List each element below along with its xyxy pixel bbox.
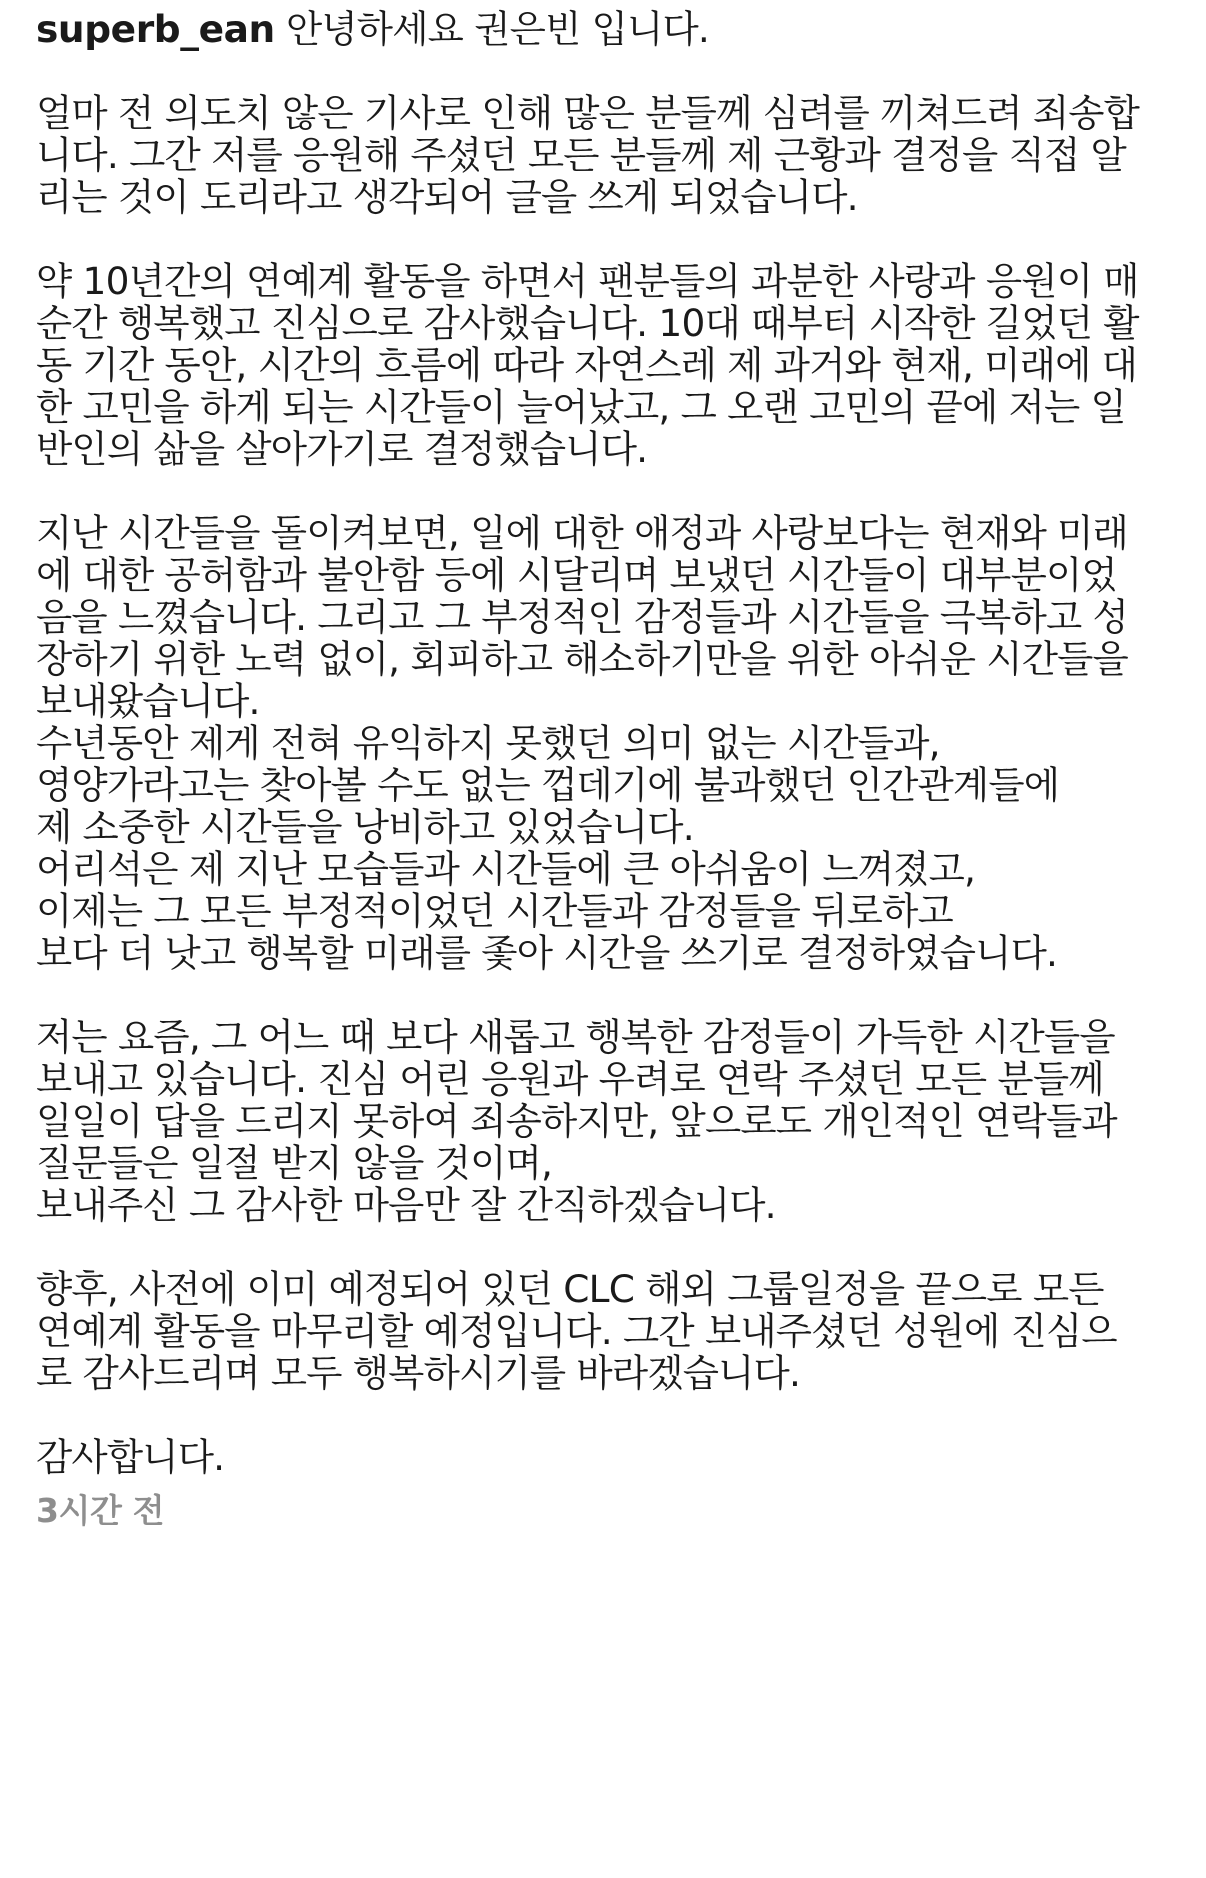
caption-line: 보다 더 낫고 행복할 미래를 좇아 시간을 쓰기로 결정하였습니다. <box>36 931 1058 975</box>
caption-line: 수년동안 제게 전혀 유익하지 못했던 의미 없는 시간들과, <box>36 721 940 765</box>
caption-line: 어리석은 제 지난 모습들과 시간들에 큰 아쉬움이 느껴졌고, <box>36 847 976 891</box>
caption-line: 음을 느꼈습니다. 그리고 그 부정적인 감정들과 시간들을 극복하고 성 <box>36 595 1128 639</box>
caption-line: 보내주신 그 감사한 마음만 잘 간직하겠습니다. <box>36 1183 776 1227</box>
caption-line: 연예계 활동을 마무리할 예정입니다. 그간 보내주셨던 성원에 진심으 <box>36 1309 1117 1353</box>
paragraph-gap <box>36 974 1206 1016</box>
caption-line: 영양가라고는 찾아볼 수도 없는 껍데기에 불과했던 인간관계들에 <box>36 763 1060 807</box>
caption-line: 감사합니다. <box>36 1435 225 1479</box>
caption-line: 보내왔습니다. <box>36 679 260 723</box>
caption-body <box>36 92 1206 1478</box>
caption-first-line <box>36 8 1206 50</box>
caption-line: 동 기간 동안, 시간의 흐름에 따라 자연스레 제 과거와 현재, 미래에 대 <box>36 343 1138 387</box>
caption-line: 순간 행복했고 진심으로 감사했습니다. 10대 때부터 시작한 길었던 활 <box>36 301 1139 345</box>
paragraph-gap <box>36 218 1206 260</box>
caption-line: 로 감사드리며 모두 행복하시기를 바라겠습니다. <box>36 1351 801 1395</box>
caption-line: 지난 시간들을 돌이켜보면, 일에 대한 애정과 사랑보다는 현재와 미래 <box>36 511 1128 555</box>
caption-line: 저는 요즘, 그 어느 때 보다 새롭고 행복한 감정들이 가득한 시간들을 <box>36 1015 1115 1059</box>
greeting-text: 안녕하세요 권은빈 입니다. <box>274 7 709 51</box>
caption-line: 질문들은 일절 받지 않을 것이며, <box>36 1141 553 1185</box>
paragraph-gap <box>36 50 1206 92</box>
caption-line: 반인의 삶을 살아가기로 결정했습니다. <box>36 427 648 471</box>
caption-line: 에 대한 공허함과 불안함 등에 시달리며 보냈던 시간들이 대부분이었 <box>36 553 1117 597</box>
caption-line: 장하기 위한 노력 없이, 회피하고 해소하기만을 위한 아쉬운 시간들을 <box>36 637 1128 681</box>
paragraph-gap <box>36 1394 1206 1436</box>
caption-line: 제 소중한 시간들을 낭비하고 있었습니다. <box>36 805 694 849</box>
caption-line: 일일이 답을 드리지 못하여 죄송하지만, 앞으로도 개인적인 연락들과 <box>36 1099 1117 1143</box>
caption-line: 니다. 그간 저를 응원해 주셨던 모든 분들께 제 근황과 결정을 직접 알 <box>36 133 1126 177</box>
paragraph-gap <box>36 470 1206 512</box>
paragraph-gap <box>36 1226 1206 1268</box>
caption-line: 향후, 사전에 이미 예정되어 있던 CLC 해외 그룹일정을 끝으로 모든 <box>36 1267 1104 1311</box>
caption-line: 이제는 그 모든 부정적이었던 시간들과 감정들을 뒤로하고 <box>36 889 953 933</box>
caption-line: 한 고민을 하게 되는 시간들이 늘어났고, 그 오랜 고민의 끝에 저는 일 <box>36 385 1126 429</box>
username-link[interactable]: superb_ean <box>36 7 275 51</box>
caption-line: 보내고 있습니다. 진심 어린 응원과 우려로 연락 주셨던 모든 분들께 <box>36 1057 1104 1101</box>
caption-line: 얼마 전 의도치 않은 기사로 인해 많은 분들께 심려를 끼쳐드려 죄송합 <box>36 91 1140 135</box>
caption-line: 리는 것이 도리라고 생각되어 글을 쓰게 되었습니다. <box>36 175 858 219</box>
post-timestamp[interactable]: 3시간 전 <box>36 1491 165 1530</box>
caption-line: 약 10년간의 연예계 활동을 하면서 팬분들의 과분한 사랑과 응원이 매 <box>36 259 1139 303</box>
